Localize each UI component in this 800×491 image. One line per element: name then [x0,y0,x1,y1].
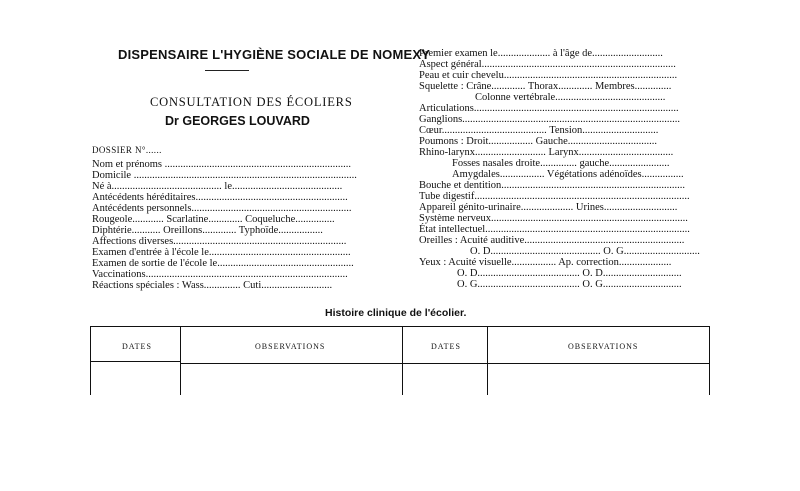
mouth-teeth-field: Bouche et dentition...................................................................... [419,180,685,191]
genito-urinary-field: Appareil génito-urinaire.................... Urines............................ [419,202,678,213]
rhino-larynx-field: Rhino-larynx........................... Larynx.................................... [419,147,674,158]
glands-field: Ganglions................................................................................... [419,114,681,125]
dispensary-title: DISPENSAIRE L'HYGIÈNE SOCIALE DE NOMEXY [118,47,431,62]
doctor-name: Dr GEORGES LOUVARD [165,114,310,128]
title-divider [205,70,249,71]
nasal-fossae-field: Fosses nasales droite.............. gauche....................... [452,158,670,169]
consultation-subtitle: CONSULTATION DES ÉCOLIERS [150,95,353,109]
vision-od-field: O. D....................................... O. D.............................. [457,268,682,279]
birth-field: Né à.......................................... le.......................................... [92,181,343,192]
tonsils-field: Amygdales................. Végétations adénoïdes................ [452,169,684,180]
name-field: Nom et prénoms ....................................................................... [92,159,351,170]
header-rule [90,361,180,362]
digestive-field: Tube digestif.................................................................................. [419,191,690,202]
personal-history-field: Antécédents personnels............................................................. [92,203,352,214]
intellectual-state-field: État intellectuel.............................................................................. [419,224,690,235]
hereditary-history-field: Antécédents héréditaires.......................................................... [92,192,348,203]
entry-exam-field: Examen d'entrée à l'école le...................................................... [92,247,351,258]
first-exam-field: Premier examen le.................... à l'âge de........................... [419,48,663,59]
header-rule [487,363,709,364]
exit-exam-field: Examen de sortie de l'école le.................................................... [92,258,354,269]
spine-field: Colonne vertébrale.......................................... [475,92,666,103]
skeleton-field: Squelette : Crâne............. Thorax............. Membres.............. [419,81,672,92]
domicile-field: Domicile ..................................................................................... [92,170,357,181]
vaccinations-field: Vaccinations............................................................................. [92,269,348,280]
column-header-dates-2: DATES [431,342,461,351]
dossier-number-field: DOSSIER N°...... [92,145,162,155]
clinical-history-title: Histoire clinique de l'écolier. [325,307,467,319]
clinical-history-table [90,326,710,395]
hearing-od-og-field: O. D.......................................... O. G............................. [470,246,700,257]
lungs-field: Poumons : Droit................. Gauche.................................. [419,136,657,147]
column-header-observations-1: OBSERVATIONS [255,342,326,351]
header-rule [402,363,487,364]
nervous-system-field: Système nerveux........................................................................... [419,213,688,224]
table-border-right [709,327,710,395]
vision-field: Yeux : Acuité visuelle................. Ap. correction.................... [419,257,672,268]
skin-scalp-field: Peau et cuir chevelu.................................................................. [419,70,678,81]
column-divider [402,327,403,395]
joints-field: Articulations.............................................................................. [419,103,679,114]
hearing-field: Oreilles : Acuité auditive............................................................. [419,235,685,246]
column-header-observations-2: OBSERVATIONS [568,342,639,351]
column-divider [180,327,181,395]
vision-og-field: O. G....................................... O. G.............................. [457,279,682,290]
diseases-row-1: Rougeole............ Scarlatine............. Coqueluche............... [92,214,335,225]
other-conditions-field: Affections diverses.................................................................. [92,236,347,247]
special-reactions-field: Réactions spéciales : Wass.............. Cuti........................... [92,280,333,291]
header-rule [180,363,402,364]
general-aspect-field: Aspect général.......................................................................... [419,59,676,70]
diseases-row-2: Diphtérie........... Oreillons............. Typhoïde................. [92,225,323,236]
column-divider [487,327,488,395]
column-header-dates-1: DATES [122,342,152,351]
heart-field: Cœur........................................ Tension............................. [419,125,659,136]
